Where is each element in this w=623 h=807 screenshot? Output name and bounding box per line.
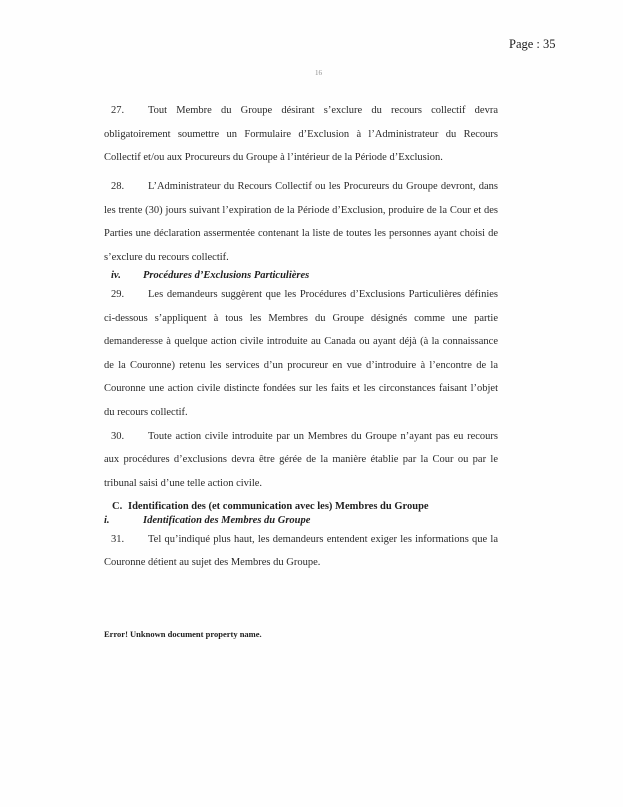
- internal-page-number: 16: [315, 69, 322, 77]
- paragraph-number: 29.: [111, 289, 125, 300]
- paragraph-29: [104, 283, 498, 424]
- paragraph-31: [104, 528, 498, 575]
- heading-c-identification-membres: [104, 500, 498, 514]
- paragraph-text: Tel qu’indiqué plus haut, les demandeurs entendent exiger les informations que la Couronne détient au sujet des Membres du Groupe.: [104, 533, 498, 568]
- page-header-label: Page : 35: [509, 37, 556, 51]
- document-property-error-text: Error! Unknown document property name.: [104, 629, 262, 639]
- paragraph-number: 31.: [111, 533, 125, 545]
- paragraph-number: 30.: [111, 430, 125, 442]
- heading-i-identification-membres: [104, 514, 498, 528]
- paragraph-number: 27.: [111, 105, 125, 116]
- paragraph-text: Les demandeurs suggèrent que les Procédures d’Exclusions Particulières définies ci-dessous s’appliquent à tous les Membres du Groupe désignés comme une partie demanderesse à quelque action civile introduite au Canada ou ayant déjà (à la connaissance de la Couronne) retenu les services d’un procureur en vue d’introduire à l’encontre de la Couronne une action civile distincte fondées sur les faits et les circonstances faisant l’objet du recours collectif.: [104, 289, 498, 418]
- heading-text: Procédures d’Exclusions Particulières: [143, 270, 310, 281]
- paragraph-number: 28.: [111, 181, 125, 192]
- heading-text: Identification des (et communication avec les) Membres du Groupe: [128, 500, 429, 512]
- heading-iv-procedures-exclusions: [104, 269, 498, 283]
- paragraph-text: Tout Membre du Groupe désirant s’exclure du recours collectif devra obligatoirement soumettre un Formulaire d’Exclusion à l’Administrateur du Recours Collectif et/ou aux Procureurs du Groupe à l’intérieur de la Période d’Exclusion.: [104, 105, 498, 163]
- paragraph-text: Toute action civile introduite par un Membres du Groupe n’ayant pas eu recours aux procédures d’exclusions devra être gérée de la manière établie par la Cour ou par le tribunal saisi d’une telle action civile.: [104, 430, 498, 489]
- heading-number: i.: [104, 514, 110, 526]
- paragraph-27: [104, 99, 498, 170]
- heading-number: iv.: [111, 270, 121, 281]
- paragraph-28: [104, 175, 498, 269]
- document-body: [104, 99, 498, 575]
- heading-number: C.: [112, 500, 123, 512]
- heading-text: Identification des Membres du Groupe: [143, 514, 311, 526]
- paragraph-text: L’Administrateur du Recours Collectif ou les Procureurs du Groupe devront, dans les trente (30) jours suivant l’expiration de la Période d’Exclusion, produire de la Cour et des Parties une déclaration assermentée contenant la liste de toutes les personnes ayant choisi de s’exclure du recours collectif.: [104, 181, 498, 263]
- paragraph-30: [104, 425, 498, 496]
